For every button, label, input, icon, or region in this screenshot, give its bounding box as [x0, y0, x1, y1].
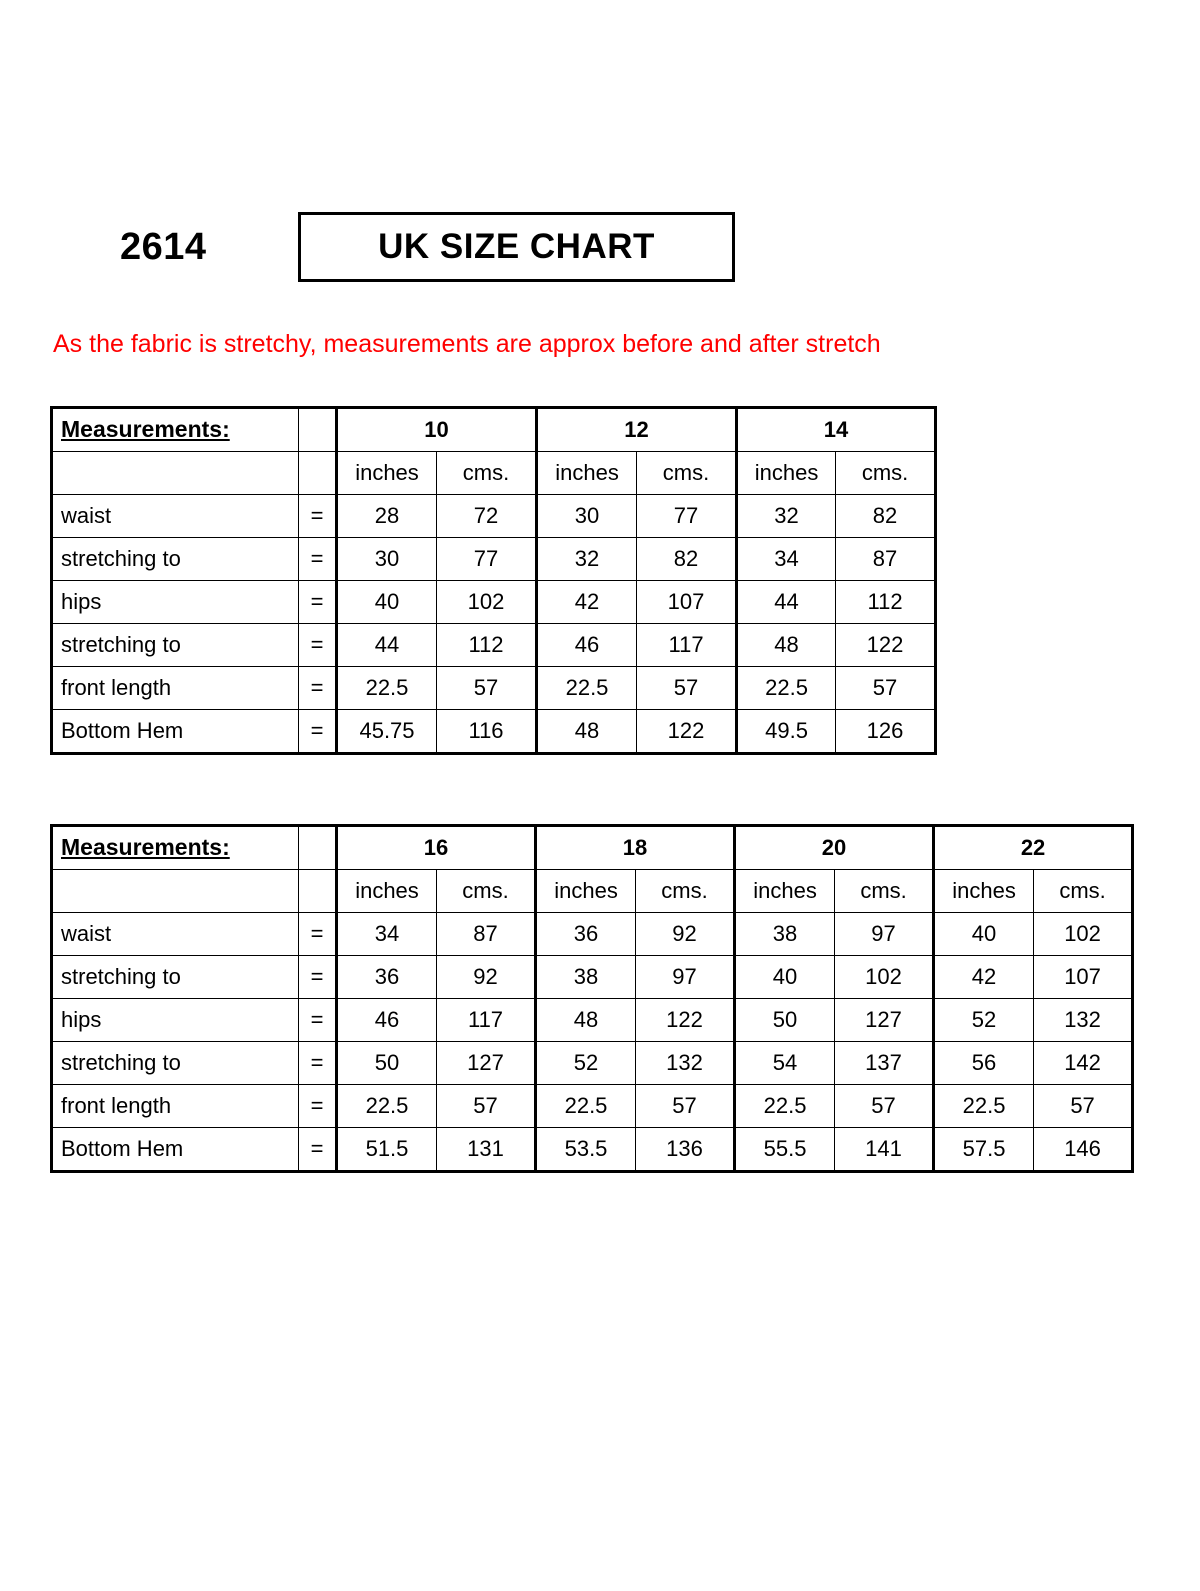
cell-hips-18-cms: 122 — [636, 999, 735, 1042]
cell-waist-20-cms: 97 — [835, 913, 934, 956]
row-label-hips: hips — [52, 999, 299, 1042]
cell-waist-12-inches: 30 — [537, 495, 637, 538]
cell-stretch-hips-20-cms: 137 — [835, 1042, 934, 1085]
row-equals: = — [299, 624, 337, 667]
row-label-bottom-hem: Bottom Hem — [52, 710, 299, 754]
row-equals: = — [299, 538, 337, 581]
size-header-22: 22 — [934, 826, 1133, 870]
cell-stretch-hips-12-inches: 46 — [537, 624, 637, 667]
cell-front-14-cms: 57 — [836, 667, 936, 710]
unit-inches-10: inches — [337, 452, 437, 495]
size-header-10: 10 — [337, 408, 537, 452]
table-row — [52, 710, 936, 754]
cell-hem-22-inches: 57.5 — [934, 1128, 1034, 1172]
table-row-sizes — [52, 408, 936, 452]
cell-stretch-waist-12-inches: 32 — [537, 538, 637, 581]
table-row — [52, 624, 936, 667]
table-row — [52, 581, 936, 624]
unit-inches-20: inches — [735, 870, 835, 913]
size-header-18: 18 — [536, 826, 735, 870]
table-row — [52, 538, 936, 581]
cell-stretch-waist-12-cms: 82 — [637, 538, 737, 581]
cell-front-10-inches: 22.5 — [337, 667, 437, 710]
cell-hips-20-inches: 50 — [735, 999, 835, 1042]
cell-front-10-cms: 57 — [437, 667, 537, 710]
table-row — [52, 956, 1133, 999]
size-header-14: 14 — [737, 408, 936, 452]
cell-stretch-waist-16-inches: 36 — [337, 956, 437, 999]
cell-front-16-cms: 57 — [437, 1085, 536, 1128]
units-row-label — [52, 870, 299, 913]
row-equals: = — [299, 1128, 337, 1172]
cell-hem-18-cms: 136 — [636, 1128, 735, 1172]
cell-hips-22-cms: 132 — [1034, 999, 1133, 1042]
cell-hem-14-cms: 126 — [836, 710, 936, 754]
cell-stretch-hips-16-cms: 127 — [437, 1042, 536, 1085]
cell-hem-16-inches: 51.5 — [337, 1128, 437, 1172]
table-row — [52, 1128, 1133, 1172]
cell-hips-14-cms: 112 — [836, 581, 936, 624]
cell-hem-12-cms: 122 — [637, 710, 737, 754]
cell-waist-16-cms: 87 — [437, 913, 536, 956]
cell-hem-12-inches: 48 — [537, 710, 637, 754]
cell-hips-16-inches: 46 — [337, 999, 437, 1042]
cell-waist-12-cms: 77 — [637, 495, 737, 538]
cell-front-12-cms: 57 — [637, 667, 737, 710]
cell-hem-20-inches: 55.5 — [735, 1128, 835, 1172]
table-row-units — [52, 870, 1133, 913]
cell-hips-20-cms: 127 — [835, 999, 934, 1042]
cell-waist-18-inches: 36 — [536, 913, 636, 956]
measurements-header: Measurements: — [52, 826, 299, 870]
row-equals: = — [299, 913, 337, 956]
row-equals: = — [299, 495, 337, 538]
cell-front-22-inches: 22.5 — [934, 1085, 1034, 1128]
unit-inches-18: inches — [536, 870, 636, 913]
row-equals: = — [299, 1042, 337, 1085]
row-label-front-length: front length — [52, 1085, 299, 1128]
cell-waist-16-inches: 34 — [337, 913, 437, 956]
cell-stretch-hips-14-inches: 48 — [737, 624, 836, 667]
cell-stretch-hips-12-cms: 117 — [637, 624, 737, 667]
unit-cms-22: cms. — [1034, 870, 1133, 913]
table-row — [52, 667, 936, 710]
cell-stretch-waist-20-cms: 102 — [835, 956, 934, 999]
row-equals: = — [299, 1085, 337, 1128]
cell-waist-14-inches: 32 — [737, 495, 836, 538]
row-equals: = — [299, 710, 337, 754]
cell-front-20-inches: 22.5 — [735, 1085, 835, 1128]
row-label-front-length: front length — [52, 667, 299, 710]
table-row — [52, 495, 936, 538]
cell-hips-14-inches: 44 — [737, 581, 836, 624]
cell-hips-10-cms: 102 — [437, 581, 537, 624]
cell-waist-14-cms: 82 — [836, 495, 936, 538]
cell-stretch-hips-20-inches: 54 — [735, 1042, 835, 1085]
cell-stretch-hips-18-inches: 52 — [536, 1042, 636, 1085]
table-row-units — [52, 452, 936, 495]
cell-stretch-waist-16-cms: 92 — [437, 956, 536, 999]
cell-stretch-hips-14-cms: 122 — [836, 624, 936, 667]
cell-stretch-hips-22-cms: 142 — [1034, 1042, 1133, 1085]
cell-front-16-inches: 22.5 — [337, 1085, 437, 1128]
cell-waist-10-inches: 28 — [337, 495, 437, 538]
title-box — [298, 212, 735, 282]
row-label-stretching-waist: stretching to — [52, 538, 299, 581]
cell-hem-10-cms: 116 — [437, 710, 537, 754]
table-row — [52, 1085, 1133, 1128]
row-label-stretching-hips: stretching to — [52, 624, 299, 667]
row-label-stretching-waist: stretching to — [52, 956, 299, 999]
cell-hem-16-cms: 131 — [437, 1128, 536, 1172]
table-row — [52, 913, 1133, 956]
units-equals-cell — [299, 870, 337, 913]
size-table-large — [50, 824, 1134, 1173]
table-row — [52, 1042, 1133, 1085]
cell-hips-16-cms: 117 — [437, 999, 536, 1042]
cell-hem-14-inches: 49.5 — [737, 710, 836, 754]
unit-inches-14: inches — [737, 452, 836, 495]
style-code: 2614 — [120, 226, 207, 268]
unit-inches-22: inches — [934, 870, 1034, 913]
cell-hips-12-inches: 42 — [537, 581, 637, 624]
cell-hips-10-inches: 40 — [337, 581, 437, 624]
cell-stretch-waist-18-inches: 38 — [536, 956, 636, 999]
size-header-16: 16 — [337, 826, 536, 870]
cell-front-22-cms: 57 — [1034, 1085, 1133, 1128]
cell-hem-10-inches: 45.75 — [337, 710, 437, 754]
cell-stretch-hips-10-cms: 112 — [437, 624, 537, 667]
cell-stretch-hips-16-inches: 50 — [337, 1042, 437, 1085]
unit-cms-16: cms. — [437, 870, 536, 913]
row-equals: = — [299, 999, 337, 1042]
row-label-stretching-hips: stretching to — [52, 1042, 299, 1085]
table-row-sizes — [52, 826, 1133, 870]
cell-front-14-inches: 22.5 — [737, 667, 836, 710]
cell-stretch-waist-22-cms: 107 — [1034, 956, 1133, 999]
cell-waist-20-inches: 38 — [735, 913, 835, 956]
equals-column-header — [299, 408, 337, 452]
stretch-note: As the fabric is stretchy, measurements are approx before and after stretch — [53, 330, 881, 358]
row-equals: = — [299, 581, 337, 624]
size-header-12: 12 — [537, 408, 737, 452]
cell-waist-22-cms: 102 — [1034, 913, 1133, 956]
row-equals: = — [299, 667, 337, 710]
cell-stretch-waist-10-inches: 30 — [337, 538, 437, 581]
cell-front-18-inches: 22.5 — [536, 1085, 636, 1128]
units-equals-cell — [299, 452, 337, 495]
cell-stretch-waist-10-cms: 77 — [437, 538, 537, 581]
row-label-hips: hips — [52, 581, 299, 624]
cell-front-18-cms: 57 — [636, 1085, 735, 1128]
row-label-bottom-hem: Bottom Hem — [52, 1128, 299, 1172]
cell-hips-12-cms: 107 — [637, 581, 737, 624]
cell-waist-10-cms: 72 — [437, 495, 537, 538]
cell-waist-22-inches: 40 — [934, 913, 1034, 956]
cell-stretch-hips-18-cms: 132 — [636, 1042, 735, 1085]
cell-hem-20-cms: 141 — [835, 1128, 934, 1172]
measurements-header: Measurements: — [52, 408, 299, 452]
unit-inches-12: inches — [537, 452, 637, 495]
cell-hem-18-inches: 53.5 — [536, 1128, 636, 1172]
size-header-20: 20 — [735, 826, 934, 870]
size-table-small — [50, 406, 937, 755]
cell-stretch-waist-20-inches: 40 — [735, 956, 835, 999]
cell-stretch-waist-14-inches: 34 — [737, 538, 836, 581]
row-equals: = — [299, 956, 337, 999]
unit-inches-16: inches — [337, 870, 437, 913]
unit-cms-14: cms. — [836, 452, 936, 495]
cell-stretch-hips-10-inches: 44 — [337, 624, 437, 667]
cell-stretch-waist-18-cms: 97 — [636, 956, 735, 999]
equals-column-header — [299, 826, 337, 870]
row-label-waist: waist — [52, 913, 299, 956]
cell-hem-22-cms: 146 — [1034, 1128, 1133, 1172]
cell-stretch-waist-22-inches: 42 — [934, 956, 1034, 999]
cell-front-20-cms: 57 — [835, 1085, 934, 1128]
cell-stretch-waist-14-cms: 87 — [836, 538, 936, 581]
document-header — [120, 212, 820, 287]
cell-hips-18-inches: 48 — [536, 999, 636, 1042]
unit-cms-20: cms. — [835, 870, 934, 913]
row-label-waist: waist — [52, 495, 299, 538]
table-row — [52, 999, 1133, 1042]
cell-waist-18-cms: 92 — [636, 913, 735, 956]
cell-hips-22-inches: 52 — [934, 999, 1034, 1042]
page-title: UK SIZE CHART — [378, 227, 655, 266]
unit-cms-18: cms. — [636, 870, 735, 913]
cell-stretch-hips-22-inches: 56 — [934, 1042, 1034, 1085]
cell-front-12-inches: 22.5 — [537, 667, 637, 710]
units-row-label — [52, 452, 299, 495]
unit-cms-12: cms. — [637, 452, 737, 495]
unit-cms-10: cms. — [437, 452, 537, 495]
